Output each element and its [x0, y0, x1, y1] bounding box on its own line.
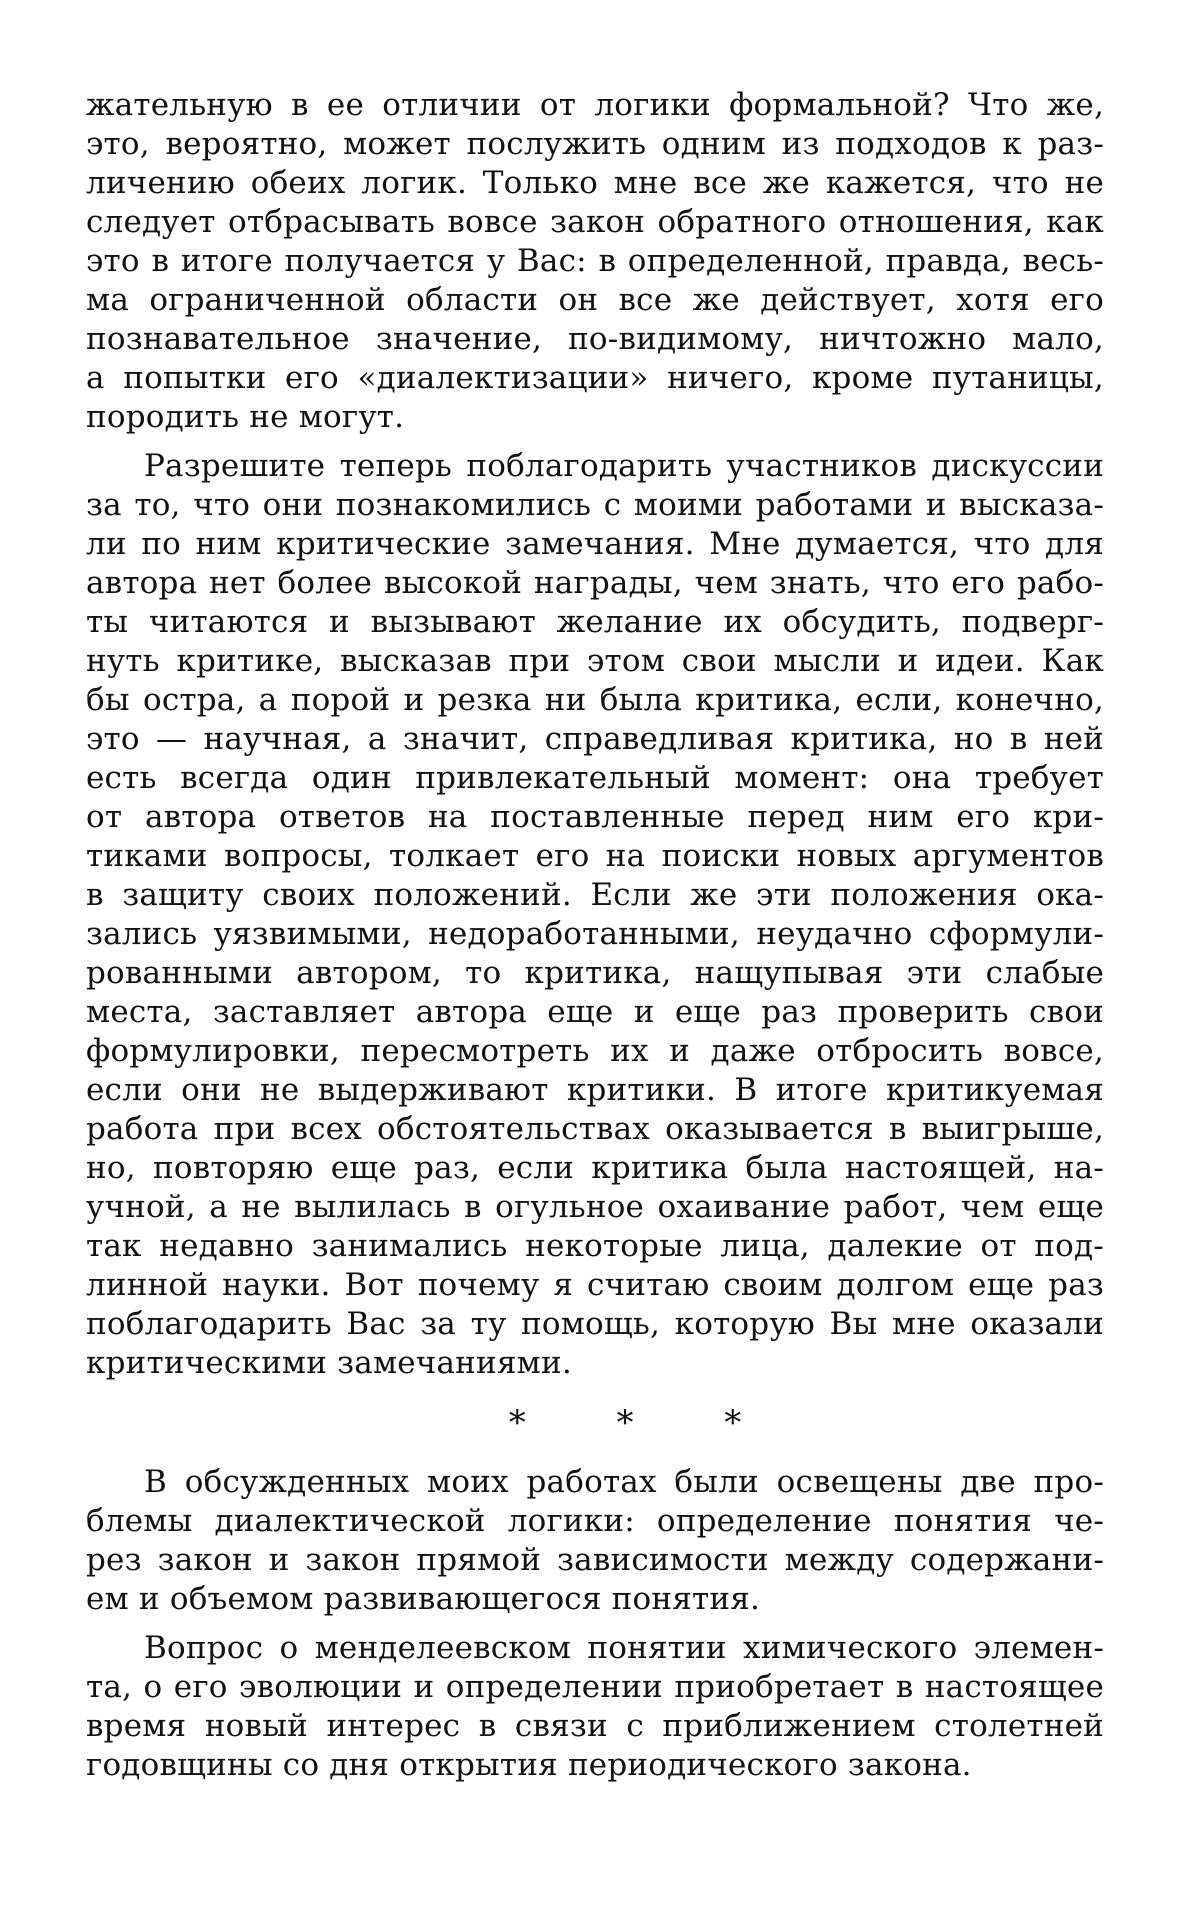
- text-line: следует отбрасывать вовсе закон обратного отношения, как: [86, 204, 1104, 240]
- text-line: критическими замечаниями.: [86, 1345, 572, 1381]
- text-line: Разрешите теперь поблагодарить участников дискуссии: [144, 448, 1104, 484]
- text-line: время новый интерес в связи с приближением столетней: [86, 1708, 1104, 1744]
- text-line: жательную в ее отличии от логики формальной? Что же,: [86, 87, 1104, 123]
- paragraph: [86, 447, 1104, 1383]
- text-line: личению обеих логик. Только мне все же кажется, что не: [86, 165, 1104, 201]
- text-line: это — научная, а значит, справедливая критика, но в ней: [86, 721, 1104, 757]
- text-line: есть всегда один привлекательный момент: она требует: [86, 760, 1104, 796]
- text-line: Вопрос о менделеевском понятии химического элемен-: [144, 1630, 1104, 1666]
- paragraph: [86, 86, 1104, 437]
- text-line: В обсужденных моих работах были освещены две про-: [144, 1464, 1104, 1500]
- text-line: если они не выдерживают критики. В итоге критикуемая: [86, 1072, 1104, 1108]
- text-line: в защиту своих положений. Если же эти положения ока-: [86, 877, 1104, 913]
- text-line: работа при всех обстоятельствах оказывается в выигрыше,: [86, 1111, 1104, 1147]
- text-line: ма ограниченной области он все же действует, хотя его: [86, 282, 1104, 318]
- text-block-before-separator: [86, 86, 1104, 1383]
- text-line: так недавно занимались некоторые лица, далекие от под-: [86, 1228, 1104, 1264]
- text-line: породить не могут.: [86, 399, 405, 435]
- text-line: нуть критике, высказав при этом свои мысли и идеи. Как: [86, 643, 1104, 679]
- text-line: ли по ним критические замечания. Мне думается, что для: [86, 526, 1104, 562]
- text-line: учной, а не вылилась в огульное охаивание работ, чем еще: [86, 1189, 1104, 1225]
- text-block-after-separator: [86, 1463, 1104, 1785]
- text-line: годовщины со дня открытия периодического закона.: [86, 1747, 972, 1783]
- text-line: автора нет более высокой награды, чем знать, что его рабо-: [86, 565, 1104, 601]
- text-line: та, о его эволюции и определении приобретает в настоящее: [86, 1669, 1104, 1705]
- text-line: за то, что они познакомились с моими работами и высказа-: [86, 487, 1104, 523]
- text-line: но, повторяю еще раз, если критика была настоящей, на-: [86, 1150, 1104, 1186]
- text-line: ты читаются и вызывают желание их обсудить, подверг-: [86, 604, 1104, 640]
- paragraph: [86, 1463, 1104, 1619]
- text-line: зались уязвимыми, недоработанными, неудачно сформули-: [86, 916, 1104, 952]
- text-line: рованными автором, то критика, нащупывая эти слабые: [86, 955, 1104, 991]
- text-line: это, вероятно, может послужить одним из подходов к раз-: [86, 126, 1104, 162]
- text-line: линной науки. Вот почему я считаю своим долгом еще раз: [86, 1267, 1104, 1303]
- text-line: ем и объемом развивающегося понятия.: [86, 1581, 761, 1617]
- text-line: бы остра, а порой и резка ни была критика, если, конечно,: [86, 682, 1104, 718]
- section-separator: * * *: [508, 1403, 782, 1443]
- paragraph: [86, 1629, 1104, 1785]
- text-line: поблагодарить Вас за ту помощь, которую Вы мне оказали: [86, 1306, 1104, 1342]
- text-line: тиками вопросы, толкает его на поиски новых аргументов: [86, 838, 1104, 874]
- text-line: блемы диалектической логики: определение понятия че-: [86, 1503, 1104, 1539]
- text-line: формулировки, пересмотреть их и даже отбросить вовсе,: [86, 1033, 1104, 1069]
- text-line: познавательное значение, по-видимому, ничтожно мало,: [86, 321, 1104, 357]
- text-line: а попытки его «диалектизации» ничего, кроме путаницы,: [86, 360, 1104, 396]
- text-line: это в итоге получается у Вас: в определенной, правда, весь-: [86, 243, 1104, 279]
- text-line: от автора ответов на поставленные перед ним его кри-: [86, 799, 1104, 835]
- text-line: рез закон и закон прямой зависимости между содержани-: [86, 1542, 1104, 1578]
- text-line: места, заставляет автора еще и еще раз проверить свои: [86, 994, 1104, 1030]
